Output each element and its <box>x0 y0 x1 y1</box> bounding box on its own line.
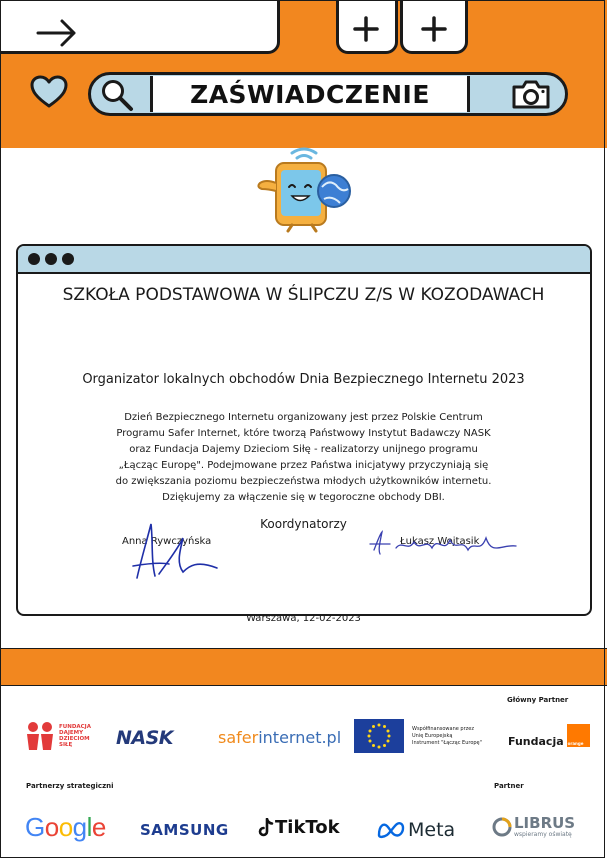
school-name: SZKOŁA PODSTAWOWA W ŚLIPCZU Z/S W KOZODAWACH <box>62 285 545 305</box>
body-line: oraz Fundacja Dajemy Dzieciom Siłę - realizatorzy unijnego programu <box>129 444 478 455</box>
meta-text: Meta <box>408 819 456 841</box>
google-letter: g <box>72 812 87 842</box>
fdds-line: DAJEMY <box>59 730 84 736</box>
saferinternet-part-a: safer <box>218 728 259 747</box>
coordinator-right-name: Łukasz Wojtasik <box>400 536 480 547</box>
body-line: „Łącząc Europę". Podejmowane przez Państwa inicjatywy przyczyniają się <box>118 460 489 471</box>
fundacja-text: Fundacja <box>508 735 564 748</box>
google-letter: o <box>58 812 73 842</box>
logo-nask: NASK <box>116 727 174 749</box>
body-line: do zwiększania poziomu bezpieczeństwa młodych użytkowników internetu. <box>115 476 492 487</box>
google-letter: l <box>86 812 92 842</box>
coordinators-label: Koordynatorzy <box>260 517 347 531</box>
librus-text: LIBRUS <box>514 814 576 832</box>
fdds-line: SIŁĘ <box>59 742 73 748</box>
coordinator-left-name: Anna Rywczyńska <box>122 536 212 547</box>
eu-line: Unię Europejską <box>412 732 453 739</box>
google-letter: G <box>25 812 45 842</box>
strategic-partners-label: Partnerzy strategiczni <box>26 782 114 790</box>
google-letter: o <box>44 812 59 842</box>
fdds-line: FUNDACJA <box>59 724 91 730</box>
orange-text: orange <box>567 741 584 746</box>
body-line: Dzień Bezpiecznego Internetu organizowany jest przez Polskie Centrum <box>124 412 483 423</box>
eu-line: Współfinansowane przez <box>412 725 474 732</box>
logo-samsung: SAMSUNG <box>140 821 229 839</box>
saferinternet-part-b: internet.pl <box>258 728 342 747</box>
tiktok-text: TikTok <box>275 817 340 838</box>
main-partner-label: Główny Partner <box>507 696 569 704</box>
librus-tagline: wspieramy oświatę <box>514 831 572 838</box>
organizer-line: Organizator lokalnych obchodów Dnia Bezpiecznego Internetu 2023 <box>82 372 525 387</box>
eu-line: Instrument "Łącząc Europę" <box>412 739 482 746</box>
google-letter: e <box>91 812 106 842</box>
body-line: Programu Safer Internet, które tworzą Państwowy Instytut Badawczy NASK <box>116 428 491 439</box>
page-title: ZAŚWIADCZENIE <box>190 79 430 109</box>
body-line: Dziękujemy za włączenie się w tegoroczne obchody DBI. <box>162 492 445 503</box>
fdds-line: DZIECIOM <box>59 736 90 742</box>
partner-label: Partner <box>494 782 524 790</box>
place-date: Warszawa, 12-02-2023 <box>246 613 361 624</box>
